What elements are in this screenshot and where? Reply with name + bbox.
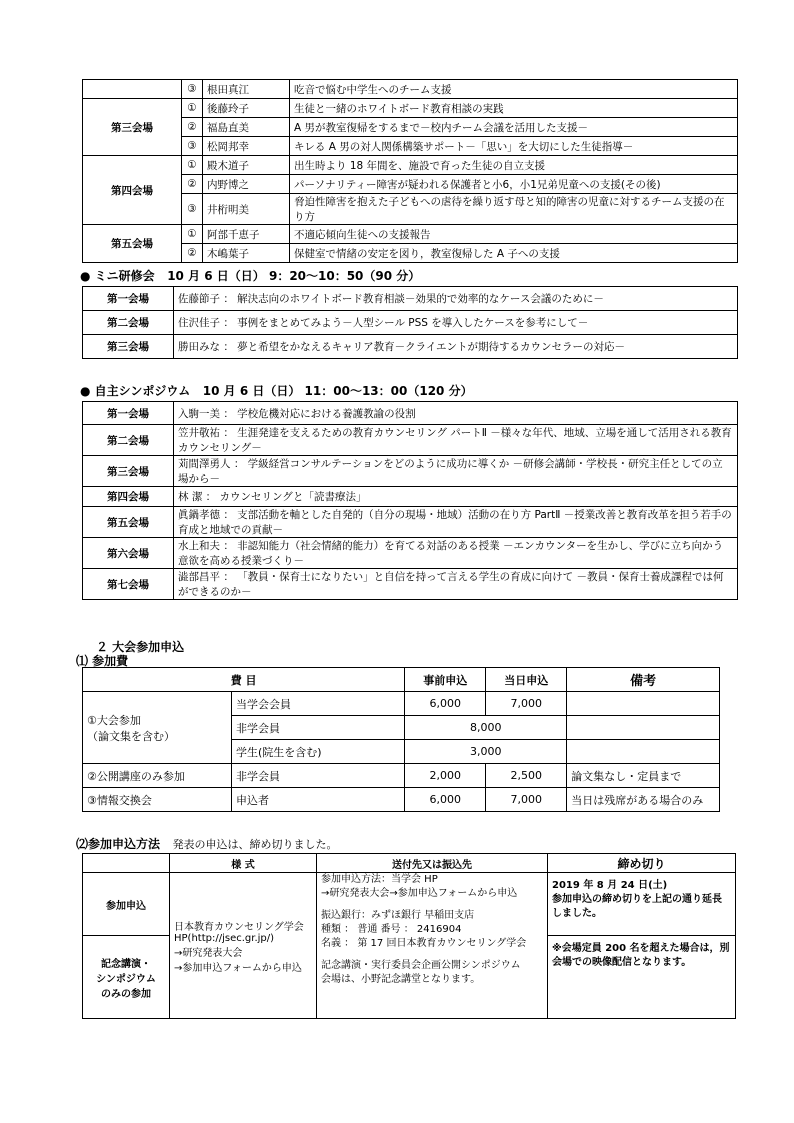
presentation-name: 木嶋葉子 — [203, 244, 290, 263]
symposium-heading — [80, 382, 473, 399]
presentation-title: 生徒と一緒のホワイトボード教育相談の実践 — [290, 99, 738, 118]
presentation-num: ② — [182, 175, 203, 194]
presentation-title: キレる A 男の対人関係構築サポート－「思い」を大切にした生徒指導－ — [290, 137, 738, 156]
method-note: 発表の申込は、締め切りました。 — [172, 838, 338, 851]
mini-heading — [80, 267, 420, 284]
presentation-num: ① — [182, 156, 203, 175]
dest-line-1: 参加申込方法：当学会 HP — [321, 874, 438, 885]
presentation-name: 殿木道子 — [203, 156, 290, 175]
table-row — [83, 99, 738, 118]
venue-label: 第二会場 — [83, 425, 174, 456]
venue-label: 第三会場 — [83, 335, 174, 359]
section-2-heading: ２ 大会参加申込 — [96, 640, 185, 654]
presentation-table — [82, 79, 738, 263]
deadline-date: 2019 年 8 月 24 日(土) — [552, 880, 668, 891]
fee-student-note — [567, 740, 720, 764]
mini-table — [82, 286, 738, 359]
fee-main-label-2: （論文集を含む） — [87, 729, 175, 743]
lecture-label-3: のみの参加 — [101, 988, 151, 1000]
symposium-title: ● 自主シンポジウム — [80, 384, 191, 398]
table-row — [83, 402, 738, 425]
fee-type-student: 学生(院生を含む) — [232, 740, 405, 764]
presentation-name: 根田真江 — [203, 80, 290, 99]
session-text: 笠井敬祐 ： 生涯発達を支えるための教育カウンセリング パートⅡ －様々な年代、地域、立場を通して活用される教育カウンセリング－ — [174, 425, 738, 456]
table-row — [83, 287, 738, 311]
fee-type-nonmember: 非学会員 — [232, 716, 405, 740]
fee-member-note — [567, 692, 720, 716]
session-text: 水上和夫 ： 非認知能力（社会情緒的能力）を育てる対話のある授業 －エンカウンターを生かし、学びに立ち向かう意欲を高める授業づくり－ — [174, 538, 738, 569]
table-row — [83, 569, 738, 600]
session-text: 入駒一美 ： 学校危機対応における養護教諭の役割 — [174, 402, 738, 425]
fee-public-sameday: 2,500 — [486, 764, 567, 788]
table-row — [83, 80, 738, 99]
deadline-extension: 参加申込の締め切りを上記の通り延長しました。 — [552, 894, 722, 919]
fee-public-label: ②公開講座のみ参加 — [83, 764, 232, 788]
table-row — [83, 156, 738, 175]
method-label-apply: 参加申込 — [83, 873, 170, 936]
table-row — [83, 487, 738, 507]
fee-exchange-advance: 6,000 — [405, 788, 486, 812]
presentation-name: 後藤玲子 — [203, 99, 290, 118]
table-row — [83, 175, 738, 194]
fee-member-advance: 6,000 — [405, 692, 486, 716]
presentation-title: 脅迫性障害を抱えた子どもへの虐待を繰り返す母と知的障害の児童に対するチーム支援の在り方 — [290, 194, 738, 225]
session-text: 林 潔 ： カウンセリングと「読書療法」 — [174, 487, 738, 507]
fee-header-advance: 事前申込 — [405, 668, 486, 692]
presentation-title: 不適応傾向生徒への支援報告 — [290, 225, 738, 244]
venue-label: 第二会場 — [83, 311, 174, 335]
method-header-dest: 送付先又は振込先 — [317, 854, 548, 873]
method-destination — [317, 873, 548, 1019]
fee-header-notes: 備考 — [567, 668, 720, 692]
table-row — [83, 118, 738, 137]
presentation-num: ③ — [182, 80, 203, 99]
presentation-title: 出生時より 18 年間を、施設で育った生徒の自立支援 — [290, 156, 738, 175]
venue-label: 第四会場 — [83, 487, 174, 507]
venue-label: 第五会場 — [83, 507, 174, 538]
venue-label: 第三会場 — [83, 99, 182, 156]
session-text: 澁部昌平 ： 「教員・保育士になりたい」と自信を持って言える学生の育成に向けて －教員・保育士養成課程では何ができるのか－ — [174, 569, 738, 600]
fee-exchange-sameday: 7,000 — [486, 788, 567, 812]
table-row — [83, 137, 738, 156]
session-text: 勝田みな ： 夢と希望をかなえるキャリア教育－クライエントが期待するカウンセラーの対応－ — [174, 335, 738, 359]
fee-type-member: 当学会会員 — [232, 692, 405, 716]
session-text: 佐藤節子 ： 解決志向のホワイトボード教育相談－効果的で効率的なケース会議のために－ — [174, 287, 738, 311]
presentation-num: ① — [182, 225, 203, 244]
symposium-time: 10 月 6 日（日） 11：00〜13：00（120 分） — [202, 384, 473, 398]
mini-title: ● ミニ研修会 — [80, 269, 155, 283]
dest-line-2: →研究発表大会→参加申込フォームから申込 — [321, 888, 518, 899]
lecture-label-1: 記念講演・ — [101, 958, 151, 970]
presentation-title: 保健室で情緒の安定を図り，教室復帰した A 子への支援 — [290, 244, 738, 263]
method-table — [82, 853, 736, 1019]
method-header-deadline: 締め切り — [548, 854, 736, 873]
presentation-num: ② — [182, 244, 203, 263]
fee-public-advance: 2,000 — [405, 764, 486, 788]
presentation-name: 福島直美 — [203, 118, 290, 137]
dest-bank: 振込銀行：みずほ銀行 早稲田支店 — [321, 910, 475, 921]
format-line-4: →参加申込フォームから申込 — [174, 962, 302, 974]
presentation-title: A 男が教室復帰をするまで－校内チーム会議を活用した支援－ — [290, 118, 738, 137]
dest-gap-2 — [321, 951, 543, 959]
table-row — [83, 425, 738, 456]
venue-label: 第一会場 — [83, 402, 174, 425]
fee-main-label — [83, 692, 232, 764]
table-row — [83, 507, 738, 538]
table-row — [83, 335, 738, 359]
method-format — [170, 873, 317, 1019]
fee-nonmember-note — [567, 716, 720, 740]
table-row — [83, 311, 738, 335]
method-header-format: 様 式 — [170, 854, 317, 873]
table-row — [83, 538, 738, 569]
fee-exchange-note: 当日は残席がある場合のみ — [567, 788, 720, 812]
table-row — [83, 194, 738, 225]
presentation-title: 吃音で悩む中学生へのチーム支援 — [290, 80, 738, 99]
fee-member-sameday: 7,000 — [486, 692, 567, 716]
format-link[interactable]: HP(http://jsec.gr.jp/) — [174, 932, 275, 944]
fee-public-note: 論文集なし・定員まで — [567, 764, 720, 788]
presentation-num: ③ — [182, 137, 203, 156]
fee-exchange-label: ③情報交換会 — [83, 788, 232, 812]
presentation-title: パーソナリティー障害が疑われる保護者と小6，小1兄弟児童への支援(その後) — [290, 175, 738, 194]
fee-exchange-type: 申込者 — [232, 788, 405, 812]
venue-label — [83, 80, 182, 99]
method-deadline — [548, 873, 736, 936]
presentation-name: 内野博之 — [203, 175, 290, 194]
presentation-name: 松岡邦幸 — [203, 137, 290, 156]
mini-time: 10 月 6 日（日） 9：20〜10：50（90 分） — [167, 269, 421, 283]
presentation-num: ① — [182, 99, 203, 118]
method-title: ⑵参加申込方法 — [76, 837, 161, 851]
method-capacity-note: ※会場定員 200 名を超えた場合は，別会場での映像配信となります。 — [548, 936, 736, 1019]
dest-venue-2: 会場は、小野記念講堂となります。 — [321, 974, 481, 985]
fee-student-both: 3,000 — [405, 740, 567, 764]
dest-account: 種類 ： 普通 番号 ： 2416904 — [321, 924, 462, 935]
method-label-lecture — [83, 936, 170, 1019]
format-line-1: 日本教育カウンセリング学会 — [174, 921, 304, 933]
session-text: 住沢佳子 ： 事例をまとめてみよう－人型シール PSS を導入したケースを参考にして－ — [174, 311, 738, 335]
fee-table — [82, 667, 720, 812]
method-heading — [76, 835, 338, 852]
venue-label: 第五会場 — [83, 225, 182, 263]
dest-holder: 名義 ： 第 17 回日本教育カウンセリング学会 — [321, 938, 527, 949]
venue-label: 第三会場 — [83, 456, 174, 487]
fee-main-label-1: ①大会参加 — [87, 713, 141, 727]
method-header-blank — [83, 854, 170, 873]
venue-label: 第七会場 — [83, 569, 174, 600]
venue-label: 第四会場 — [83, 156, 182, 225]
table-row — [83, 225, 738, 244]
dest-gap-1 — [321, 901, 543, 909]
fee-header-sameday: 当日申込 — [486, 668, 567, 692]
symposium-table — [82, 401, 738, 600]
venue-label: 第一会場 — [83, 287, 174, 311]
session-text: 苅間澤勇人 ： 学級経営コンサルテーションをどのように成功に導くか －研修会講師・学校長・研究主任としての立場から－ — [174, 456, 738, 487]
presentation-num: ③ — [182, 194, 203, 225]
lecture-label-2: シンポジウム — [96, 973, 156, 985]
presentation-name: 井桁明美 — [203, 194, 290, 225]
fee-nonmember-both: 8,000 — [405, 716, 567, 740]
format-line-3: →研究発表大会 — [174, 947, 243, 959]
presentation-num: ② — [182, 118, 203, 137]
venue-label: 第六会場 — [83, 538, 174, 569]
table-row — [83, 244, 738, 263]
presentation-name: 阿部千恵子 — [203, 225, 290, 244]
table-row — [83, 456, 738, 487]
fees-heading: ⑴ 参加費 — [76, 654, 129, 668]
session-text: 眞鍋孝德 ： 支部活動を軸とした自発的（自分の現場・地域）活動の在り方 PartⅡ －授業改善と教育改革を担う若手の育成と地域での貢献－ — [174, 507, 738, 538]
fee-public-type: 非学会員 — [232, 764, 405, 788]
dest-venue-1: 記念講演・実行委員会企画公開シンポジウム — [321, 960, 521, 971]
fee-header-item: 費 目 — [83, 668, 405, 692]
